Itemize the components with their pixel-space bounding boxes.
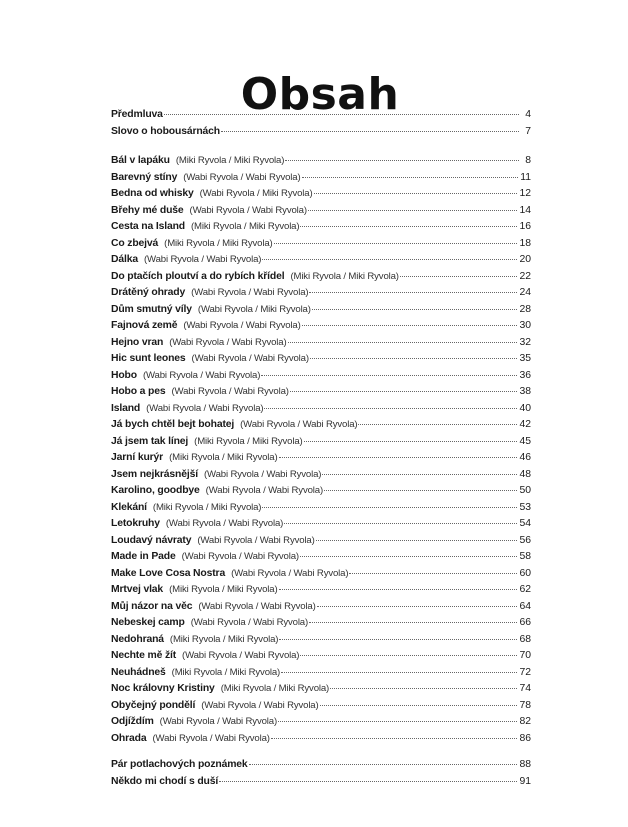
toc-entry-page-number: 82 [519,716,531,727]
toc-entry-title: Můj názor na věc [111,600,193,612]
dot-leader [261,375,517,376]
toc-entry-page-number: 32 [519,336,531,348]
toc-entry-title: Někdo mi chodí s duší [111,775,219,787]
toc-entry[interactable] [111,549,531,566]
toc-entry[interactable] [111,599,531,616]
toc-entry-author: (Wabi Ryvola / Wabi Ryvola) [143,254,262,265]
toc-entry-page-number: 40 [519,402,531,414]
toc-entry-title: Já jsem tak línej [111,435,189,447]
toc-entry-author: (Wabi Ryvola / Wabi Ryvola) [181,551,299,562]
toc-entry-title: Bál v lapáku [111,155,170,166]
toc-entry-author: (Miki Ryvola / Miki Ryvola) [290,270,399,282]
toc-entry-author: (Miki Ryvola / Miki Ryvola) [152,501,262,513]
toc-entry-title: Island [111,402,141,414]
toc-entry-title: Hobo [111,369,137,381]
toc-entry[interactable] [111,533,531,550]
toc-entry[interactable] [111,632,531,649]
toc-entry-page-number: 60 [519,567,531,579]
toc-entry[interactable] [111,203,531,220]
dot-leader [300,655,517,656]
toc-entry-author: (Wabi Ryvola / Wabi Ryvola) [182,650,300,661]
toc-entry-page-number: 86 [519,732,531,744]
toc-entry-author: (Miki Ryvola / Miki Ryvola) [164,237,273,249]
dot-leader [358,424,517,425]
toc-entry-author: (Miki Ryvola / Miki Ryvola) [220,683,330,694]
dot-leader [281,672,517,673]
toc-entry-author: (Wabi Ryvola / Miki Ryvola) [197,303,311,315]
toc-entry-page-number: 91 [519,775,531,787]
dot-leader [317,606,518,607]
toc-entry-title: Neuhádneš [111,666,166,678]
toc-entry[interactable] [111,302,531,319]
toc-entry-author: (Wabi Ryvola / Wabi Ryvola) [205,485,323,496]
toc-entry-title: Nechte mě žít [111,650,177,661]
toc-entry-title: Nedohraná [111,633,164,645]
toc-entry-page-number: 30 [519,320,531,331]
toc-entry-title: Mrtvej vlak [111,584,164,595]
toc-entry[interactable] [111,467,531,484]
dot-leader [302,177,519,178]
toc-entry[interactable] [111,681,531,698]
toc-entry-author: (Wabi Ryvola / Wabi Ryvola) [190,617,309,628]
toc-entry-title: Ohrada [111,732,147,744]
toc-entry-page-number: 88 [519,759,531,770]
dot-leader [309,292,517,293]
toc-entry-author: (Wabi Ryvola / Miki Ryvola) [199,188,313,199]
toc-entry[interactable] [111,285,531,302]
toc-entry-page-number: 64 [519,600,531,612]
toc-entry-page-number: 66 [519,617,531,628]
toc-entry-title: Fajnová země [111,320,178,331]
dot-leader [221,131,519,132]
toc-entry[interactable] [111,516,531,533]
toc-group-outro [111,757,531,790]
toc-entry-page-number: 28 [519,303,531,315]
toc-entry-title: Cesta na Island [111,221,185,232]
toc-entry[interactable] [111,582,531,599]
toc-entry-page-number: 62 [519,584,531,595]
toc-entry[interactable] [111,219,531,236]
toc-entry-author: (Wabi Ryvola / Wabi Ryvola) [183,171,301,183]
toc-entry-page-number: 14 [519,204,531,216]
dot-leader [249,764,518,765]
toc-entry-page-number: 20 [519,254,531,265]
toc-entry-title: Obyčejný pondělí [111,699,196,711]
toc-entry-title: Letokruhy [111,518,160,529]
toc-entry-title: Dálka [111,254,138,265]
toc-entry-author: (Wabi Ryvola / Wabi Ryvola) [198,600,316,612]
toc-entry-title: Břehy mé duše [111,204,184,216]
dot-leader [300,226,517,227]
toc-entry[interactable] [111,698,531,715]
page-title: Obsah [240,69,400,121]
toc-entry-page-number: 7 [525,125,531,137]
toc-entry-title: Odjíždím [111,716,154,727]
dot-leader [400,276,518,277]
toc-entry[interactable] [111,401,531,418]
dot-leader [330,688,517,689]
toc-entry-author: (Wabi Ryvola / Wabi Ryvola) [142,369,261,381]
dot-leader [290,391,518,392]
toc-entry-page-number: 78 [519,699,531,711]
dot-leader [322,474,517,475]
toc-entry-title: Nebeskej camp [111,617,185,628]
toc-entry-title: Noc královny Kristiny [111,683,215,694]
toc-entry-title: Já bych chtěl bejt bohatej [111,419,235,430]
toc-entry-title: Made in Pade [111,551,176,562]
toc-entry[interactable] [111,269,531,286]
toc-entry-author: (Wabi Ryvola / Wabi Ryvola) [169,336,287,348]
table-of-contents [111,107,531,790]
toc-entry-author: (Wabi Ryvola / Wabi Ryvola) [159,716,277,727]
dot-leader [285,160,519,161]
dot-leader [279,589,518,590]
toc-group-intro [111,107,531,140]
toc-entry-page-number: 38 [519,386,531,397]
dot-leader [271,738,518,739]
toc-entry-page-number: 46 [519,452,531,463]
toc-entry[interactable] [111,368,531,385]
dot-leader [308,210,518,211]
toc-entry-title: Jsem nejkrásnější [111,468,198,480]
toc-entry-author: (Miki Ryvola / Miki Ryvola) [169,633,279,645]
toc-entry[interactable] [111,107,531,124]
dot-leader [264,408,517,409]
toc-entry-page-number: 50 [519,485,531,496]
toc-entry[interactable] [111,434,531,451]
toc-entry[interactable] [111,450,531,467]
dot-leader [302,325,518,326]
dot-leader [279,639,517,640]
toc-entry-author: (Miki Ryvola / Miki Ryvola) [169,452,278,463]
toc-entry[interactable] [111,483,531,500]
toc-entry-title: Make Love Cosa Nostra [111,567,226,579]
toc-entry-author: (Miki Ryvola / Miki Ryvola) [190,221,300,232]
dot-leader [219,781,517,782]
toc-entry[interactable] [111,384,531,401]
toc-entry-author: (Wabi Ryvola / Wabi Ryvola) [201,699,319,711]
dot-leader [279,457,518,458]
toc-entry-page-number: 18 [519,237,531,249]
toc-entry-title: Drátěný ohrady [111,287,186,298]
toc-entry[interactable] [111,335,531,352]
toc-entry[interactable] [111,500,531,517]
toc-entry-title: Jarní kurýr [111,452,164,463]
toc-entry-title: Slovo o hobousárnách [111,125,220,137]
toc-entry-page-number: 42 [519,419,531,430]
toc-entry-author: (Wabi Ryvola / Wabi Ryvola) [191,287,309,298]
toc-entry-title: Hobo a pes [111,386,166,397]
dot-leader [316,540,518,541]
toc-entry[interactable] [111,714,531,731]
toc-entry-title: Dům smutný víly [111,303,192,315]
toc-entry-page-number: 35 [519,353,531,364]
toc-entry-page-number: 24 [519,287,531,298]
dot-leader [324,490,517,491]
toc-entry-page-number: 68 [519,633,531,645]
toc-entry-author: (Wabi Ryvola / Wabi Ryvola) [152,732,270,744]
dot-leader [262,507,517,508]
toc-entry-author: (Wabi Ryvola / Wabi Ryvola) [171,386,289,397]
toc-entry-page-number: 53 [519,501,531,513]
dot-leader [310,358,518,359]
dot-leader [309,622,517,623]
toc-entry-page-number: 72 [519,666,531,678]
dot-leader [274,243,518,244]
dot-leader [164,114,519,115]
toc-entry-page-number: 56 [519,534,531,546]
toc-entry-author: (Wabi Ryvola / Wabi Ryvola) [197,534,315,546]
toc-entry[interactable] [111,731,531,748]
toc-entry-title: Bedna od whisky [111,188,194,199]
toc-entry-title: Hic sunt leones [111,353,186,364]
toc-entry-page-number: 48 [519,468,531,480]
toc-entry[interactable] [111,774,531,791]
toc-entry-page-number: 74 [519,683,531,694]
toc-entry-page-number: 45 [519,435,531,447]
toc-entry-title: Karolino, goodbye [111,485,200,496]
dot-leader [349,573,517,574]
toc-entry-page-number: 16 [519,221,531,232]
toc-entry[interactable] [111,648,531,665]
toc-entry-page-number: 8 [525,155,531,166]
toc-entry-title: Co zbejvá [111,237,159,249]
toc-entry-author: (Wabi Ryvola / Wabi Ryvola) [183,320,301,331]
toc-entry[interactable] [111,615,531,632]
toc-entry-author: (Miki Ryvola / Miki Ryvola) [175,155,285,166]
toc-entry-title: Barevný stíny [111,171,178,183]
toc-entry[interactable] [111,170,531,187]
toc-entry-page-number: 11 [520,171,531,183]
toc-entry-author: (Miki Ryvola / Miki Ryvola) [171,666,281,678]
dot-leader [300,556,518,557]
toc-entry[interactable] [111,186,531,203]
toc-entry-title: Předmluva [111,109,163,120]
toc-entry-page-number: 12 [519,188,531,199]
toc-entry[interactable] [111,566,531,583]
toc-entry-title: Do ptačích ploutví a do rybích křídel [111,270,285,282]
toc-entry-page-number: 4 [525,109,531,120]
toc-entry-page-number: 22 [519,270,531,282]
toc-entry[interactable] [111,124,531,141]
dot-leader [278,721,517,722]
dot-leader [320,705,518,706]
toc-entry-page-number: 58 [519,551,531,562]
dot-leader [284,523,517,524]
toc-entry-title: Klekání [111,501,147,513]
toc-entry-title: Loudavý návraty [111,534,192,546]
toc-entry-title: Hejno vran [111,336,164,348]
toc-entry-author: (Wabi Ryvola / Wabi Ryvola) [203,468,322,480]
toc-entry[interactable] [111,153,531,170]
toc-entry-author: (Wabi Ryvola / Wabi Ryvola) [146,402,264,414]
dot-leader [288,342,518,343]
dot-leader [262,259,517,260]
toc-entry-author: (Miki Ryvola / Miki Ryvola) [169,584,278,595]
toc-entry-title: Pár potlachových poznámek [111,759,248,770]
toc-entry[interactable] [111,318,531,335]
toc-group-songs [111,153,531,747]
toc-entry-page-number: 54 [519,518,531,529]
toc-entry-author: (Wabi Ryvola / Wabi Ryvola) [231,567,349,579]
toc-entry[interactable] [111,417,531,434]
dot-leader [312,309,518,310]
dot-leader [314,193,518,194]
toc-entry[interactable] [111,236,531,253]
toc-entry[interactable] [111,351,531,368]
toc-entry-author: (Wabi Ryvola / Wabi Ryvola) [191,353,309,364]
toc-entry-author: (Wabi Ryvola / Wabi Ryvola) [240,419,358,430]
toc-entry-page-number: 70 [519,650,531,661]
toc-entry-page-number: 36 [519,369,531,381]
toc-entry[interactable] [111,757,531,774]
toc-entry[interactable] [111,665,531,682]
toc-entry-author: (Wabi Ryvola / Wabi Ryvola) [165,518,284,529]
toc-entry-author: (Wabi Ryvola / Wabi Ryvola) [189,204,307,216]
dot-leader [304,441,518,442]
toc-entry-author: (Miki Ryvola / Miki Ryvola) [194,435,303,447]
toc-entry[interactable] [111,252,531,269]
